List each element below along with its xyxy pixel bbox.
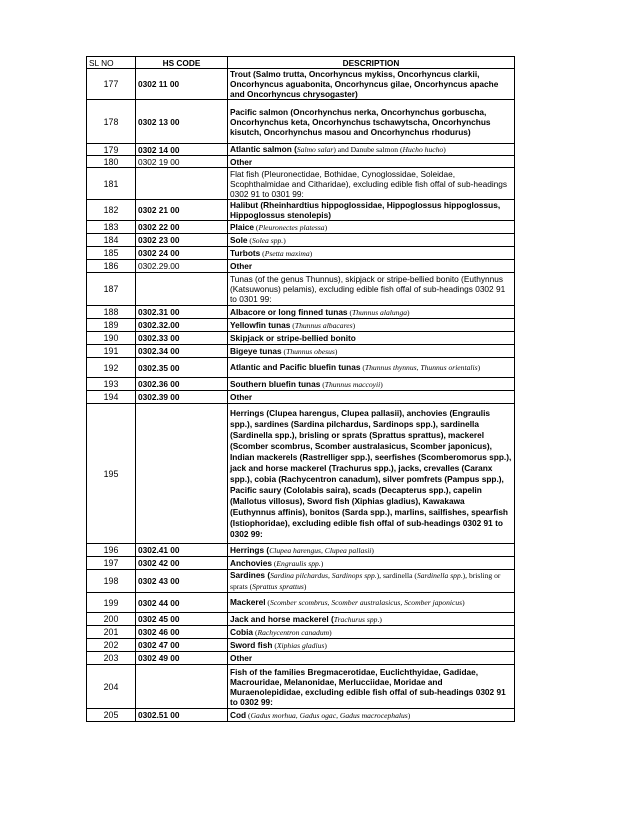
hs-code-cell: 0302 21 00 <box>136 200 228 221</box>
hs-code-cell: 0302 46 00 <box>136 626 228 639</box>
description-text: ( <box>272 640 277 650</box>
sl-no-cell: 180 <box>87 156 136 168</box>
description-cell <box>228 247 515 260</box>
sl-no-cell: 194 <box>87 391 136 404</box>
scientific-name: Scomber scombrus, Scomber australasicus, Scomber japonicus <box>269 598 463 607</box>
scientific-name: Thunnus thynnus, Thunnus orientalis <box>364 363 478 372</box>
description-text: Turbots <box>230 247 261 258</box>
hs-code-cell: 0302.36 00 <box>136 378 228 391</box>
scientific-name: Trachurus spp <box>333 614 378 624</box>
description-cell <box>228 168 515 200</box>
sl-no-cell: 185 <box>87 247 136 260</box>
table-row <box>87 639 515 652</box>
description-text: ( <box>360 363 365 372</box>
description-cell <box>228 570 515 593</box>
table-row <box>87 378 515 391</box>
description-cell <box>228 613 515 626</box>
description-text: .) <box>377 614 382 624</box>
sl-no-cell: 190 <box>87 332 136 345</box>
description-cell <box>228 144 515 156</box>
scientific-name: Sardina pilchardus, Sardinops spp. <box>270 571 377 580</box>
header-sl-no: SL NO <box>87 57 136 69</box>
description-text: ) <box>303 582 307 591</box>
description-text: Cobia <box>230 626 254 637</box>
description-cell <box>228 665 515 709</box>
scientific-name: Gadus morhua, Gadus ogac, Gadus macrocephalus <box>250 710 408 720</box>
hs-code-cell: 0302.39 00 <box>136 391 228 404</box>
table-row <box>87 306 515 319</box>
description-text: Other <box>230 392 253 402</box>
hs-code-cell: 0302 45 00 <box>136 613 228 626</box>
description-text: ) <box>309 248 313 258</box>
table-row <box>87 200 515 221</box>
hs-code-cell: 0302.41 00 <box>136 544 228 557</box>
description-text: ( <box>271 558 277 568</box>
hs-code-cell: 0302 14 00 <box>136 144 228 156</box>
description-text: Other <box>230 653 253 663</box>
sl-no-cell: 193 <box>87 378 136 391</box>
description-text: ( <box>290 320 295 330</box>
hs-code-cell: 0302 49 00 <box>136 652 228 665</box>
description-cell <box>228 404 515 544</box>
description-cell <box>228 639 515 652</box>
description-cell <box>228 652 515 665</box>
sl-no-cell: 202 <box>87 639 136 652</box>
scientific-name: Thunnus obesus <box>286 346 335 356</box>
header-description: DESCRIPTION <box>228 57 515 69</box>
sl-no-cell: 177 <box>87 69 136 100</box>
description-text: ( <box>320 379 325 389</box>
description-text: Other <box>230 156 253 167</box>
description-cell <box>228 557 515 570</box>
description-text: ) <box>380 379 383 389</box>
description-text: Sole <box>230 234 248 245</box>
scientific-name: Salmo salar <box>296 145 334 154</box>
description-cell <box>228 156 515 168</box>
scientific-name: Thunnus alalunga <box>351 307 408 317</box>
table-row <box>87 234 515 247</box>
sl-no-cell: 199 <box>87 593 136 613</box>
sl-no-cell: 184 <box>87 234 136 247</box>
table-row <box>87 593 515 613</box>
description-cell <box>228 626 515 639</box>
table-row <box>87 404 515 544</box>
hs-code-cell: 0302.32.00 <box>136 319 228 332</box>
description-text: ) <box>329 627 332 637</box>
hs-code-cell: 0302.29.00 <box>136 260 228 273</box>
description-text: ) and Danube salmon ( <box>333 145 403 154</box>
scientific-name: Clupea harengus, Clupea pallasii <box>269 545 372 555</box>
hs-code-cell: 0302.31 00 <box>136 306 228 319</box>
sl-no-cell: 196 <box>87 544 136 557</box>
description-text: ) <box>352 320 356 330</box>
sl-no-cell: 186 <box>87 260 136 273</box>
table-row <box>87 69 515 100</box>
table-row <box>87 613 515 626</box>
hs-code-cell: 0302.33 00 <box>136 332 228 345</box>
description-cell <box>228 593 515 613</box>
description-text: ) <box>407 710 411 720</box>
hs-code-cell <box>136 273 228 306</box>
hs-code-cell: 0302 42 00 <box>136 557 228 570</box>
table-row <box>87 626 515 639</box>
hs-code-table <box>86 56 515 722</box>
description-cell <box>228 391 515 404</box>
table-row <box>87 570 515 593</box>
description-text: Halibut (Rheinhardtius hippoglossidae, Hippoglossus hippoglossus, Hippoglossus stenolepis) <box>230 200 501 220</box>
table-row <box>87 156 515 168</box>
description-text: ( <box>265 598 270 607</box>
description-cell <box>228 221 515 234</box>
description-text: Herrings (Clupea harengus, Clupea pallasii), anchovies (Engraulis spp.), sardines (Sardina pilchardus, Sardinops spp.), sardinella (Sardinella spp.), brisling or sprats (Sprattus sprattus), mackerel (Scomber scombrus, Scomber australasicus, Scomber japonicus), Indian mackerels (Rastrelliger spp.), seerfishes (Scomberomorus spp.), jack and horse mackerel (Trachurus spp.), jacks, crevalles (Caranx spp.), cobia (Rachycentron canadum), silver pomfrets (Pampus spp.), Pacific saury (Cololabis saira), scads (Decapterus spp.), capelin (Mallotus villosus), Sword fish (Xiphias gladius), Kawakawa (Euthynnus affinis), bonitos (Sarda spp.), marlins, sailfishes, spearfish (Istiophoridae), excluding edible fish offal of sub-headings 0302 91 to 0302 99: <box>230 407 512 539</box>
sl-no-cell: 204 <box>87 665 136 709</box>
hs-code-cell <box>136 168 228 200</box>
table-row <box>87 260 515 273</box>
scientific-name: Thunnus albacares <box>294 320 353 330</box>
hs-code-cell: 0302 11 00 <box>136 69 228 100</box>
description-text: Atlantic salmon ( <box>230 144 297 154</box>
table-row <box>87 557 515 570</box>
scientific-name: Sprattus sprattus <box>252 582 304 591</box>
hs-code-cell: 0302.51 00 <box>136 709 228 722</box>
table-row <box>87 345 515 358</box>
description-text: Herrings ( <box>230 544 270 555</box>
table-row <box>87 652 515 665</box>
hs-code-cell: 0302 47 00 <box>136 639 228 652</box>
scientific-name: Pleuronectes platessa <box>258 222 325 232</box>
hs-code-cell: 0302 19 00 <box>136 156 228 168</box>
hs-code-cell: 0302 23 00 <box>136 234 228 247</box>
sl-no-cell: 178 <box>87 100 136 144</box>
description-text: ) <box>477 363 481 372</box>
description-text: Fish of the families Bregmacerotidae, Euclichthyidae, Gadidae, Macrouridae, Melanonidae, Merlucciidae, Moridae and Muraenolepididae, excluding edible fish offal of sub-headings 0302 91 to 0302 99: <box>230 666 506 707</box>
description-text: Trout (Salmo trutta, Oncorhyncus mykiss, Oncorhyncus clarkii, Oncorhyncus aguabonita, Oncorhyncus gilae, Oncorhyncus apache and Oncorhyncus chrysogaster) <box>230 69 499 99</box>
description-text: ) <box>443 145 446 154</box>
description-cell <box>228 200 515 221</box>
description-cell <box>228 306 515 319</box>
scientific-name: Solea spp. <box>251 235 284 245</box>
hs-code-cell: 0302.34 00 <box>136 345 228 358</box>
sl-no-cell: 198 <box>87 570 136 593</box>
description-text: ( <box>246 710 251 720</box>
sl-no-cell: 205 <box>87 709 136 722</box>
hs-code-cell: 0302.35 00 <box>136 358 228 378</box>
description-text: Tunas (of the genus Thunnus), skipjack or stripe-bellied bonito (Euthynnus (Katsuwonus) pelamis), excluding edible fish offal of sub-headings 0302 91 to 0301 99: <box>230 274 506 304</box>
description-text: ( <box>281 346 287 356</box>
description-text: ) <box>283 235 286 245</box>
table-row <box>87 273 515 306</box>
description-cell <box>228 234 515 247</box>
hs-code-cell: 0302 13 00 <box>136 100 228 144</box>
description-cell <box>228 100 515 144</box>
table-row <box>87 319 515 332</box>
scientific-name: Sardinella spp <box>416 571 461 580</box>
description-cell <box>228 260 515 273</box>
sl-no-cell: 181 <box>87 168 136 200</box>
description-text: ) <box>320 558 324 568</box>
description-text: ( <box>253 627 258 637</box>
table-row <box>87 665 515 709</box>
table-row <box>87 332 515 345</box>
description-text: ) <box>371 545 374 555</box>
description-text: Sardines ( <box>230 570 271 580</box>
sl-no-cell: 201 <box>87 626 136 639</box>
description-text: Cod <box>230 709 247 720</box>
description-text: ( <box>260 248 265 258</box>
description-cell <box>228 69 515 100</box>
description-text: ) <box>407 307 410 317</box>
description-text: Atlantic and Pacific bluefin tunas <box>230 362 361 372</box>
sl-no-cell: 188 <box>87 306 136 319</box>
table-row <box>87 391 515 404</box>
description-text: Skipjack or stripe-bellied bonito <box>230 333 356 343</box>
description-text: Bigeye tunas <box>230 345 282 356</box>
sl-no-cell: 197 <box>87 557 136 570</box>
hs-code-cell: 0302 24 00 <box>136 247 228 260</box>
description-text: Jack and horse mackerel ( <box>230 613 334 624</box>
description-text: ( <box>247 235 252 245</box>
description-text: Southern bluefin tunas <box>230 378 321 389</box>
description-text: Pacific salmon (Oncorhynchus nerka, Oncorhynchus gorbuscha, Oncorhynchus keta, Oncorhynchus tschawytscha, Oncorhynchus kisutch, Oncorhynchus masou and Oncorhynchus rhodurus) <box>230 106 491 137</box>
table-row <box>87 221 515 234</box>
description-text: .), brisling or sprats ( <box>230 571 501 591</box>
description-cell <box>228 358 515 378</box>
sl-no-cell: 182 <box>87 200 136 221</box>
hs-code-cell <box>136 404 228 544</box>
description-text: ( <box>347 307 352 317</box>
description-text: Anchovies <box>230 557 272 568</box>
table-row <box>87 144 515 156</box>
table-row <box>87 544 515 557</box>
sl-no-cell: 200 <box>87 613 136 626</box>
hs-code-cell: 0302 44 00 <box>136 593 228 613</box>
description-text: Sword fish <box>230 639 273 650</box>
description-text: Mackerel <box>230 597 266 607</box>
sl-no-cell: 191 <box>87 345 136 358</box>
sl-no-cell: 183 <box>87 221 136 234</box>
table-row <box>87 358 515 378</box>
scientific-name: Engraulis spp. <box>276 558 321 568</box>
sl-no-cell: 189 <box>87 319 136 332</box>
description-text: ) <box>462 598 465 607</box>
hs-code-cell: 0302 22 00 <box>136 221 228 234</box>
scientific-name: Rachycentron canadum <box>257 627 330 637</box>
scientific-name: Xiphias gladius <box>276 640 325 650</box>
table-row <box>87 709 515 722</box>
hs-code-cell <box>136 665 228 709</box>
description-cell <box>228 709 515 722</box>
description-text: Plaice <box>230 221 254 232</box>
sl-no-cell: 195 <box>87 404 136 544</box>
sl-no-cell: 203 <box>87 652 136 665</box>
description-cell <box>228 319 515 332</box>
table-row <box>87 247 515 260</box>
sl-no-cell: 192 <box>87 358 136 378</box>
table-row <box>87 168 515 200</box>
description-cell <box>228 273 515 306</box>
description-text: ) <box>324 222 328 232</box>
scientific-name: Thunnus maccoyii <box>324 379 381 389</box>
description-text: Yellowfin tunas <box>230 319 291 330</box>
description-cell <box>228 378 515 391</box>
description-cell <box>228 332 515 345</box>
description-text: ), sardinella ( <box>376 571 417 580</box>
description-text: ( <box>254 222 259 232</box>
table-row <box>87 100 515 144</box>
sl-no-cell: 179 <box>87 144 136 156</box>
description-cell <box>228 345 515 358</box>
description-cell <box>228 544 515 557</box>
hs-code-cell: 0302 43 00 <box>136 570 228 593</box>
scientific-name: Psetta maxima <box>264 248 310 258</box>
description-text: ) <box>324 640 327 650</box>
description-text: Other <box>230 261 253 271</box>
header-row <box>87 57 515 69</box>
header-hs-code: HS CODE <box>136 57 228 69</box>
description-text: ) <box>334 346 338 356</box>
scientific-name: Hucho hucho <box>402 145 444 154</box>
description-text: Flat fish (Pleuronectidae, Bothidae, Cynoglossidae, Soleidae, Scophthalmidae and Citharidae), excluding edible fish offal of sub-headings 0302 91 to 0301 99: <box>230 168 508 199</box>
description-text: Albacore or long finned tunas <box>230 306 348 317</box>
sl-no-cell: 187 <box>87 273 136 306</box>
